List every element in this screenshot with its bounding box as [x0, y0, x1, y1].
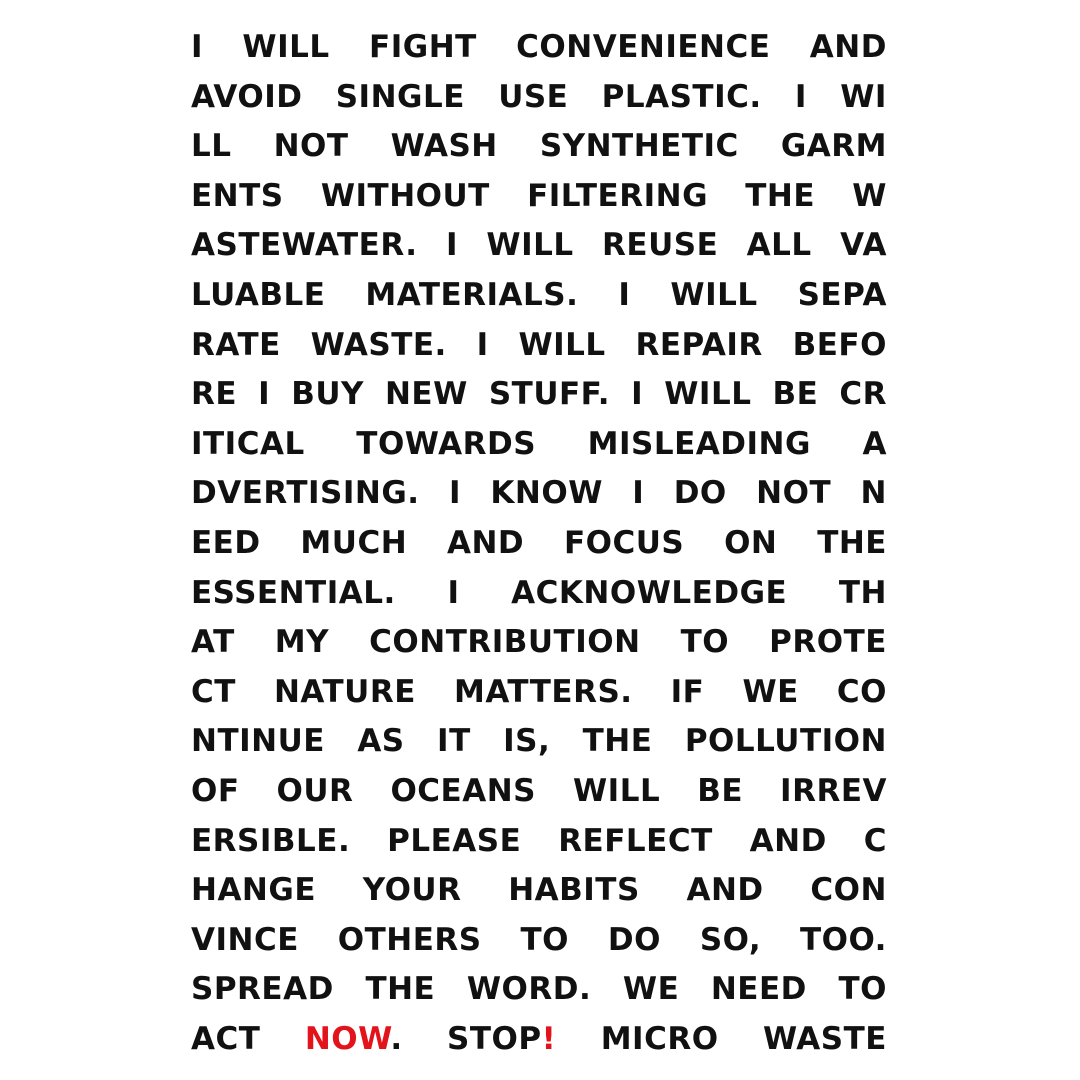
manifesto-line: [191, 965, 887, 1015]
manifesto-line: [191, 569, 887, 619]
manifesto-word: THE: [817, 524, 887, 561]
manifesto-word: DVERTISING.: [191, 475, 420, 512]
manifesto-line: [191, 122, 887, 172]
manifesto-word: OCEANS: [390, 772, 536, 809]
manifesto-word: WILL: [242, 29, 330, 65]
manifesto-word: DO: [607, 921, 661, 958]
manifesto-word: AND: [749, 822, 827, 859]
manifesto-word: ITICAL: [191, 425, 305, 462]
manifesto-word: HABITS: [508, 872, 640, 909]
manifesto-word: SINGLE: [335, 78, 465, 115]
manifesto-word: I: [631, 376, 644, 413]
manifesto-word: ENTS: [191, 177, 284, 214]
manifesto-word: THE: [582, 723, 653, 760]
manifesto-line: [191, 271, 887, 321]
manifesto-word: USE: [498, 78, 569, 115]
manifesto-word: SO,: [699, 921, 762, 958]
word-micro: MICRO: [600, 1020, 719, 1057]
manifesto-line: [191, 817, 887, 867]
manifesto-word: REPAIR: [635, 326, 763, 363]
manifesto-line: [191, 668, 887, 718]
manifesto-word: NTINUE: [191, 723, 325, 760]
manifesto-word: CR: [839, 376, 887, 413]
manifesto-word: MUCH: [300, 524, 408, 561]
manifesto-word: OTHERS: [337, 921, 482, 958]
manifesto-word: OUR: [276, 772, 354, 809]
manifesto-word: REUSE: [602, 227, 719, 264]
manifesto-word: MATERIALS.: [365, 276, 579, 313]
manifesto-word: FIGHT: [369, 29, 477, 65]
manifesto-word: BE: [772, 376, 819, 413]
manifesto-word: WI: [840, 78, 887, 115]
manifesto-word: AS: [357, 723, 405, 760]
manifesto-word: IS,: [503, 723, 551, 760]
manifesto-word: PLASTIC.: [601, 78, 762, 115]
manifesto-word: WASH: [390, 128, 498, 165]
manifesto-word: ASTEWATER.: [191, 227, 418, 264]
manifesto-word: ESSENTIAL.: [191, 574, 396, 611]
manifesto-word: I: [618, 276, 631, 313]
manifesto-word: I: [447, 574, 460, 611]
manifesto-word: I: [191, 29, 204, 65]
period: .: [390, 1020, 403, 1057]
manifesto-word: FILTERING: [527, 177, 709, 214]
manifesto-word: NATURE: [273, 673, 416, 710]
manifesto-word: SEPA: [797, 276, 887, 313]
manifesto-word: AT: [191, 624, 235, 661]
manifesto-word: NEW: [384, 376, 468, 413]
manifesto-word: TOO.: [799, 921, 887, 958]
manifesto-word: PROTE: [769, 624, 887, 661]
manifesto-word: AND: [809, 29, 887, 65]
manifesto-word: REFLECT: [558, 822, 713, 859]
manifesto-word: ALL: [746, 227, 812, 264]
manifesto-word: LUABLE: [191, 276, 326, 313]
manifesto-word: WILL: [518, 326, 606, 363]
manifesto-word: KNOW: [490, 475, 603, 512]
word-act: ACT: [191, 1020, 261, 1057]
manifesto-word: W: [852, 177, 887, 214]
manifesto-word: EED: [191, 524, 261, 561]
exclamation-highlight: !: [541, 1020, 557, 1057]
manifesto-word: ACKNOWLEDGE: [511, 574, 788, 611]
manifesto-line: [191, 73, 887, 123]
manifesto-word: VA: [840, 227, 887, 264]
word-stop: STOP: [447, 1020, 542, 1057]
manifesto-word: BEFO: [792, 326, 887, 363]
manifesto-line: [191, 370, 887, 420]
manifesto-word: TO: [520, 921, 569, 958]
manifesto-line: [191, 866, 887, 916]
manifesto-word: WILL: [486, 227, 574, 264]
manifesto-word: TO: [680, 624, 730, 661]
manifesto-word: AVOID: [191, 78, 303, 115]
manifesto-word: IF: [670, 673, 705, 710]
manifesto-word: TH: [838, 574, 887, 611]
manifesto-word: AND: [446, 524, 525, 561]
manifesto-word: N: [860, 475, 887, 512]
manifesto-word: IRREV: [780, 772, 887, 809]
manifesto-last-line: [191, 1015, 887, 1065]
manifesto-word: MY: [274, 624, 330, 661]
word-now-highlight: NOW: [304, 1020, 391, 1057]
manifesto-word: I: [448, 475, 462, 512]
manifesto-word: IT: [437, 723, 471, 760]
manifesto-line: [191, 172, 887, 222]
manifesto-word: RE: [191, 376, 238, 413]
manifesto-word: ON: [724, 524, 778, 561]
manifesto-word: WILL: [670, 276, 758, 313]
manifesto-word: WILL: [572, 772, 661, 809]
manifesto-line: [191, 221, 887, 271]
manifesto-word: WE: [742, 673, 799, 710]
manifesto-word: BE: [697, 772, 744, 809]
manifesto-word: POLLUTION: [684, 723, 887, 760]
manifesto-word: I: [445, 227, 459, 264]
manifesto-word: WASTE.: [310, 326, 447, 363]
manifesto-word: STUFF.: [488, 376, 611, 413]
manifesto-word: NOT: [756, 475, 832, 512]
manifesto-word: I: [794, 78, 807, 115]
manifesto-line: [191, 767, 887, 817]
manifesto-word: C: [863, 822, 887, 859]
manifesto-word: ERSIBLE.: [191, 822, 351, 859]
manifesto-word: I: [632, 475, 645, 512]
manifesto-word: WE: [622, 971, 680, 1008]
manifesto-word: HANGE: [191, 872, 317, 909]
manifesto-word: WILL: [664, 376, 752, 413]
manifesto-word: CONVENIENCE: [516, 29, 771, 65]
manifesto-word: CON: [810, 872, 887, 909]
manifesto-text: [191, 23, 887, 1064]
manifesto-line: [191, 916, 887, 966]
manifesto-line: [191, 717, 887, 767]
manifesto-word: I: [476, 326, 489, 363]
manifesto-line: [191, 23, 887, 73]
manifesto-line: [191, 618, 887, 668]
manifesto-line: [191, 519, 887, 569]
manifesto-word: GARM: [780, 128, 887, 165]
manifesto-line: [191, 321, 887, 371]
manifesto-word: DO: [673, 475, 727, 512]
manifesto-word: AND: [686, 872, 764, 909]
manifesto-word: NOT: [273, 128, 349, 165]
manifesto-line: [191, 420, 887, 470]
manifesto-word: WORD.: [466, 971, 592, 1008]
manifesto-word: CONTRIBUTION: [369, 624, 641, 661]
manifesto-word: SPREAD: [191, 971, 334, 1008]
manifesto-word: CT: [191, 673, 236, 710]
manifesto-word: A: [862, 425, 887, 462]
manifesto-word: CO: [836, 673, 887, 710]
manifesto-word: NEED: [710, 971, 807, 1008]
word-waste: WASTE: [763, 1020, 887, 1057]
manifesto-word: RATE: [191, 326, 281, 363]
manifesto-word: OF: [191, 772, 240, 809]
manifesto-word: THE: [365, 971, 436, 1008]
word-now-period: [305, 1015, 403, 1065]
manifesto-word: MISLEADING: [587, 425, 811, 462]
manifesto-word: FOCUS: [563, 524, 685, 561]
manifesto-word: I: [258, 376, 271, 413]
manifesto-line: [191, 469, 887, 519]
manifesto-word: LL: [191, 128, 232, 165]
manifesto-word: TO: [838, 971, 887, 1008]
manifesto-word: TOWARDS: [356, 425, 537, 462]
manifesto-word: YOUR: [362, 872, 462, 909]
manifesto-word: VINCE: [191, 921, 299, 958]
manifesto-word: MATTERS.: [453, 673, 633, 710]
word-stop-exclamation: [447, 1015, 556, 1065]
manifesto-word: SYNTHETIC: [539, 128, 739, 165]
manifesto-word: BUY: [291, 376, 364, 413]
manifesto-word: WITHOUT: [320, 177, 490, 214]
manifesto-word: PLEASE: [387, 822, 522, 859]
manifesto-word: THE: [745, 177, 816, 214]
